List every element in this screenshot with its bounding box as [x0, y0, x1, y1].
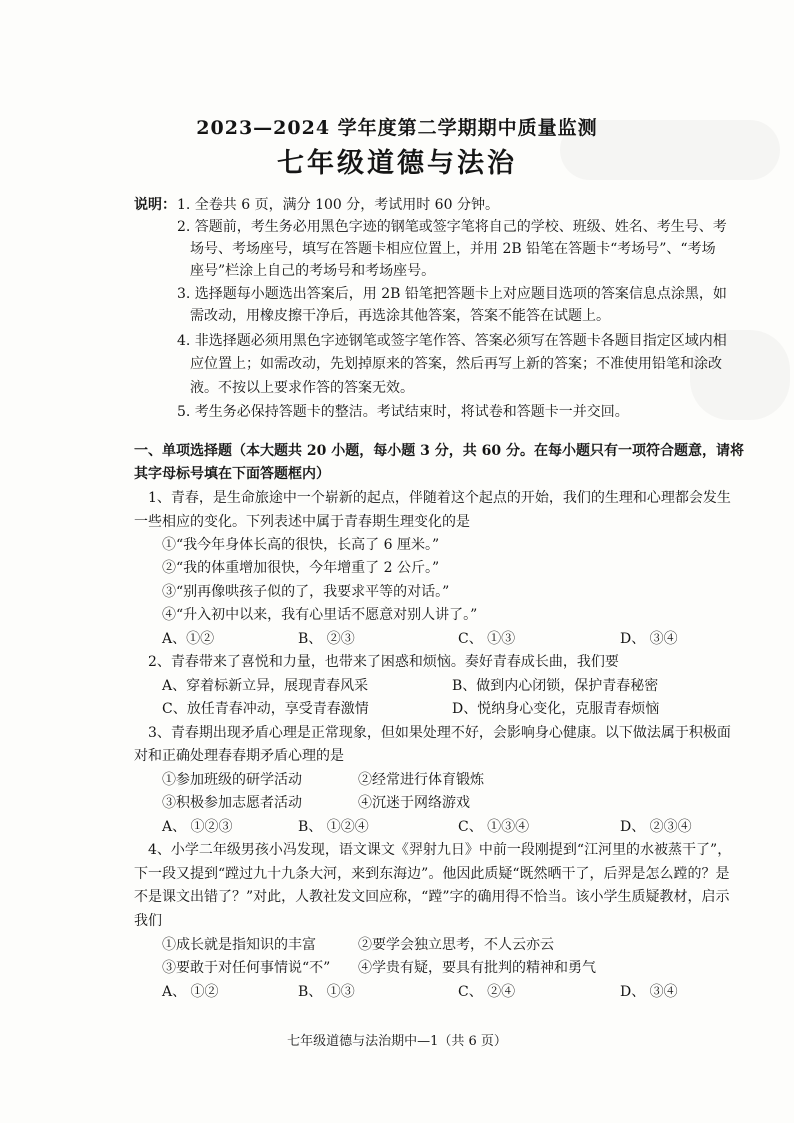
answer-option: A、 ①②③ [162, 819, 233, 835]
statement-item: ②经常进行体育锻炼 [358, 772, 484, 788]
statement-item: ①参加班级的研学活动 [162, 772, 302, 788]
answer-option: B、 ②③ [298, 631, 355, 647]
instruction-line: 3. 选择题每小题选出答案后，用 2B 铅笔把答题卡上对应题目选项的答案信息点涂黑，如 [177, 286, 727, 302]
section-heading: 一、单项选择题（本大题共 20 小题，每小题 3 分，共 60 分。在每小题只有一项符合题意，请将 [134, 443, 744, 459]
statement-item: ④学贵有疑，要具有批判的精神和勇气 [358, 960, 596, 976]
section-heading: 其字母标号填在下面答题框内） [134, 466, 330, 482]
statement-item: ③要敢于对任何事情说“不” [162, 960, 331, 976]
question-stem: 下一段又提到“蹚过九十九条大河，来到东海边”。他因此质疑“既然晒干了，后羿是怎么蹚的？是 [134, 866, 730, 882]
page-footer: 七年级道德与法治期中—1（共 6 页） [287, 1034, 507, 1049]
instruction-line: 需改动，用橡皮擦干净后，再选涂其他答案，答案不能答在试题上。 [190, 308, 610, 324]
exam-subject: 七年级道德与法治 [277, 148, 517, 179]
statement-item: ②要学会独立思考，不人云亦云 [358, 937, 554, 953]
question-stem: 不是课文出错了？”对此，人教社发文回应称，“蹚”字的确用得不恰当。该小学生质疑教材，启示 [134, 889, 730, 905]
question-stem: 对和正确处理春春期矛盾心理的是 [134, 748, 344, 764]
instruction-line: 座号”栏涂上自己的考场号和考场座号。 [190, 263, 436, 279]
instruction-line: 场号、考场座号，填写在答题卡相应位置上，并用 2B 铅笔在答题卡“考场号”、“考场 [190, 241, 716, 257]
answer-option: B、做到内心闭锁，保护青春秘密 [452, 678, 659, 694]
instruction-line: 5. 考生务必保持答题卡的整洁。考试结束时，将试卷和答题卡一并交回。 [177, 404, 629, 420]
answer-option: C、 ①③④ [458, 819, 530, 835]
instruction-line: 应位置上；如需改动，先划掉原来的答案，然后再写上新的答案；不准使用铅笔和涂改 [190, 356, 722, 372]
question-stem: 4、小学二年级男孩小冯发现，语文课文《羿射九日》中前一段刚提到“江河里的水被蒸干了”， [148, 842, 732, 858]
question-stem: 3、青春期出现矛盾心理是正常现象，但如果处理不好，会影响身心健康。以下做法属于积极面 [148, 725, 731, 741]
answer-option: D、悦纳身心变化，克服青春烦恼 [452, 701, 660, 717]
question-stem: 2、青春带来了喜悦和力量，也带来了困惑和烦恼。奏好青春成长曲，我们要 [148, 654, 619, 670]
answer-option: A、穿着标新立异，展现青春风采 [162, 678, 369, 694]
statement-item: ①成长就是指知识的丰富 [162, 937, 316, 953]
instructions-lead: 说明： [134, 197, 176, 213]
statement-item: ②“我的体重增加很快，今年增重了 2 公斤。” [162, 560, 440, 576]
statement-item: ④沉迷于网络游戏 [358, 795, 470, 811]
answer-option: C、 ①③ [458, 631, 516, 647]
statement-item: ④“升入初中以来，我有心里话不愿意对别人讲了。” [162, 607, 478, 623]
question-stem: 1、青春，是生命旅途中一个崭新的起点，伴随着这个起点的开始，我们的生理和心理都会发生 [148, 490, 731, 506]
answer-option: C、 ②④ [458, 984, 516, 1000]
statement-item: ③积极参加志愿者活动 [162, 795, 302, 811]
answer-option: B、 ①③ [298, 984, 355, 1000]
question-stem: 我们 [134, 913, 162, 929]
answer-option: D、 ③④ [620, 984, 678, 1000]
answer-option: D、 ②③④ [620, 819, 692, 835]
answer-option: D、 ③④ [620, 631, 678, 647]
answer-option: A、 ①② [162, 984, 219, 1000]
instruction-line: 2. 答题前，考生务必用黑色字迹的钢笔或签字笔将自己的学校、班级、姓名、考生号、考 [177, 219, 727, 235]
instruction-line: 液。不按以上要求作答的答案无效。 [190, 380, 414, 396]
instruction-line: 4. 非选择题必须用黑色字迹钢笔或签字笔作答、答案必须写在答题卡各题目指定区域内相 [177, 333, 727, 349]
answer-option: C、放任青春冲动，享受青春激情 [162, 701, 369, 717]
statement-item: ③“别再像哄孩子似的了，我要求平等的对话。” [162, 584, 450, 600]
instruction-line: 1. 全卷共 6 页，满分 100 分，考试用时 60 分钟。 [177, 197, 499, 213]
answer-option: B、 ①②④ [298, 819, 369, 835]
question-stem: 一些相应的变化。下列表述中属于青春期生理变化的是 [134, 514, 470, 530]
answer-option: A、①② [162, 631, 215, 647]
statement-item: ①“我今年身体长高的很快，长高了 6 厘米。” [162, 537, 440, 553]
exam-title: 2023—2024 学年度第二学期期中质量监测 [196, 117, 598, 139]
